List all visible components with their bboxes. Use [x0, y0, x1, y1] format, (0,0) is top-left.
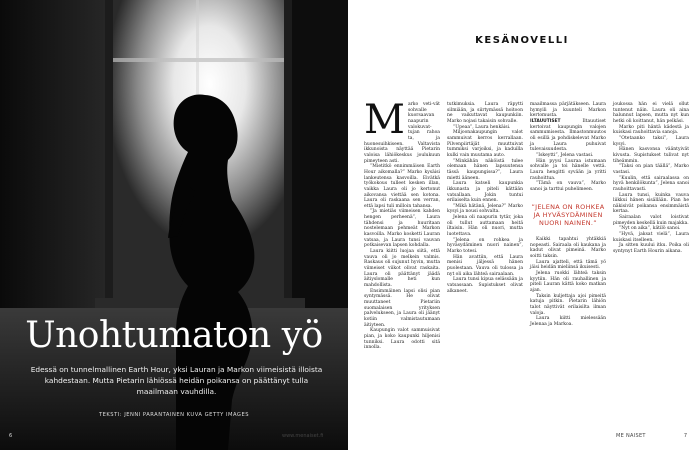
- paragraph: Laura ajatteli, että tämä yö jäisi heidän mieliinsä ikuisesti.: [530, 259, 606, 271]
- paragraph: ”Minkähän näköistä tulee olemaan hänen lapsuutensa tässä kaupungissa?”, Laura mietti ääneen.: [447, 158, 523, 181]
- paragraph: tutkimuksia. Laura räpytti silmiään, ja siirtymässä hoitoon ne vaikuttavat kaupunkiin. Marko nojasi takaisin sohvalle.: [447, 102, 523, 124]
- text-column-2: [447, 102, 523, 294]
- paragraph: ”Iskeytti”, Jelena vastasi.: [536, 152, 594, 158]
- paragraph: ”Taksi on pian täällä”, Marko vastasi.: [613, 164, 689, 175]
- paragraph: ”Ja mietiäs viimeisen kahden hengen perheenä”, Laura tähdensi ja huuritaan nostelemaan pehmeät Markon kasvoilla. Marko kosketti Lauran vatsaa, ja Laura tunsi vauvan potkaisevan lapsen kohdalla.: [364, 209, 440, 249]
- right-page: [282, 0, 696, 450]
- paragraph: joukossa hän ei vielä ollut tuntenut näin. Laura oli aina halunnut lapsen, mutta nyt kun hetki oli koittanut, hän pelkäsi.: [613, 102, 689, 124]
- paragraph: ”Upeaa”, Laura henkäisi.: [453, 124, 511, 130]
- page-number-right: 7: [683, 433, 687, 439]
- footer-magazine-name: ME NAISET: [616, 433, 646, 439]
- page-number-left: 6: [9, 433, 13, 439]
- paragraph: Laura tunsi, kuinka vauva liikkui hänen sisällään. Pian he näkisivät poikansa ensimmäistä kertaa.: [613, 192, 689, 215]
- paragraph: Taksin kuljettaja ajoi pimeitä katuja pitkin. Pietarin lähiön talot näyttivät erilaisilta ilman valoja.: [530, 293, 606, 316]
- paragraph: arko veti-vät sohvalle kuorsaavan naapurin valokuvat-tujan rahoa ta, ja huonesuihkiseen. Valtavista ikkunoista näyttää Pietarin valoisa lähiökeskus joulukuun pimeyteen asti.: [364, 102, 440, 164]
- drop-cap: M: [364, 97, 405, 143]
- paragraph: Jelena oli naapurin tytär, joka oli tullut auttamaan heitä iltaisin. Hän oli nuori, mutta luotettava.: [447, 215, 523, 238]
- paragraph: ”Tämä on vauva”, Marko sanoi ja tarttui puhelimeen.: [530, 181, 606, 192]
- paragraph: Ensimmäinen lapsi olisi pian syntymässä. He olivat muuttaneet Pietariin suomalaisen yrityksen palvelukseen, ja Laura oli jäänyt kotiin valmistautumaan äitiyteen.: [364, 288, 440, 328]
- paragraph: ”Kuulin, että sairaalassa on hyvä henkilökunta”, Jelena sanoi rauhoittavasti.: [613, 175, 689, 192]
- paragraph: ”Mietitkö ennimmäisen Earth Hour aikomalla?” Marko kysäisi lankeutensa kasvoilla. Eivätkä työkokous tulleet kesken illan, vaikka Laura oli jo kertonut aikovansa viettää sen kotona. Laura oli raskaana sen verran, että lapsi tuli milloin tahansa.: [364, 164, 440, 209]
- paragraph-text: Iltauutiset kertoivat kaupungin valojen sammumisesta. Ilmastonmuutos oli esillä ja pohdiskelevat Marko ja Laura puhuivat tulevaisuudesta.: [530, 118, 606, 153]
- paragraph: Sairaalan valot loistivat pimeyden keskellä kuin majakka.: [613, 215, 689, 226]
- paragraph: maailmassa pärjätäkseen. Laura hymyili ja kuunteli Markon kertomusta.: [530, 102, 606, 119]
- paragraph: ”Mikä hätänä, Jelena?” Marko kysyi ja nousi sohvalta.: [447, 203, 523, 215]
- paragraph: ”Jelena on rohkea ja hyväsydäminen nuori nainen”, Marko totesi.: [447, 237, 523, 255]
- paragraph: Ja sitten kuului itku. Poika oli syntynyt Earth Hourin aikana.: [613, 243, 689, 255]
- paragraph: Hänen kasvonsa vääntyivät kivusta. Supistukset tulivat nyt tiheämmin.: [613, 147, 689, 164]
- subhead: ILTAUUTISET: [530, 118, 561, 124]
- paragraph: [530, 119, 606, 153]
- paragraph: Jelena ruokki lähteä taksin kyytiin. Hän oli rauhallinen ja piteli Lauran kättä koko matkan ajan.: [530, 271, 606, 294]
- paragraph: ”Nyt on aika”, kätilö sanoi.: [619, 226, 681, 232]
- paragraph: Hän pyysi Lauraa istumaan sohvalle ja toi hänelle vettä. Laura hengitti syvään ja yritti rauhoittua.: [530, 158, 606, 181]
- article-lead: Edessä on tunnelmallinen Earth Hour, yksi Lauran ja Markon viimeisistä illoista kahdestaan. Mutta Pietarin lähiössä heidän poikansa on päättänyt tulla maailmaan vauhdilla.: [30, 365, 323, 396]
- text-column-3: [530, 102, 606, 328]
- section-heading: KESÄNOVELLI: [475, 35, 569, 46]
- footer-url: www.menaiset.fi: [282, 433, 324, 439]
- paragraph: Laura katseli kaupunkia ikkunasta ja piteli kättään vatsallaan. Jokin tuntui erilaiselta kuin ennen.: [447, 181, 523, 204]
- text-column-4: [613, 102, 689, 255]
- paragraph: ”Hyvä, jaksat vielä”, Laura kuiskasi itselleen.: [613, 232, 689, 243]
- paragraph: Laura tunsi kipua selässään ja vatsassaan. Supistukset olivat alkaneet.: [447, 277, 523, 294]
- paragraph: ”Otetaanko taksi”, Laura kysyi.: [613, 135, 689, 147]
- paragraph: Kaupungin valot sammuisivat pian, ja koko kaupunki hiljenisi tunniksi. Laura odotti sitä innolla.: [364, 328, 440, 351]
- paragraph: Hän avattiin, että Laura menisi jäljessä hänen puolestaan. Vauva oli tulossa ja nyt oli aika lähteä sairaalaan.: [447, 254, 523, 277]
- paragraph: Marko piti häntä kädestä ja kuiskasi rauhoittavia sanoja.: [613, 124, 689, 136]
- pull-quote: ”JELENA ON ROHKEA JA HYVÄSYDÄMINEN NUORI NAINEN.”: [531, 202, 605, 227]
- article-credit: TEKSTI: JENNI PARANTAINEN KUVA GETTY IMAGES: [98, 412, 250, 418]
- paragraph: Laura kiitti mielessään Jelenaa ja Markoa.: [530, 316, 606, 327]
- paragraph: Kaikki tapahtui yhtäkkiä nopeasti. Sairaala oli kaukana ja kadut olivat pimeinä. Marko soitti taksin.: [530, 237, 606, 260]
- paragraph: Laura kiitti luojaa siitä, että vauva oli jo melkein valmis. Raskaus oli sujunut hyvin, mutta viimeiset viikot olivat raskaita. Laura oli päättänyt jäädä äitiyslomalle heti kun mahdollista.: [364, 249, 440, 288]
- paragraph: Miljoonakaupungin valot sammuivat kerros kerrallaan. Pilvenpiirtäjät muuttuivat tummiksi varjoiksi, ja kaduilla kulki vain muutama auto.: [447, 130, 523, 158]
- text-column-1: [364, 97, 440, 351]
- article-title: Unohtumaton yö: [25, 315, 323, 356]
